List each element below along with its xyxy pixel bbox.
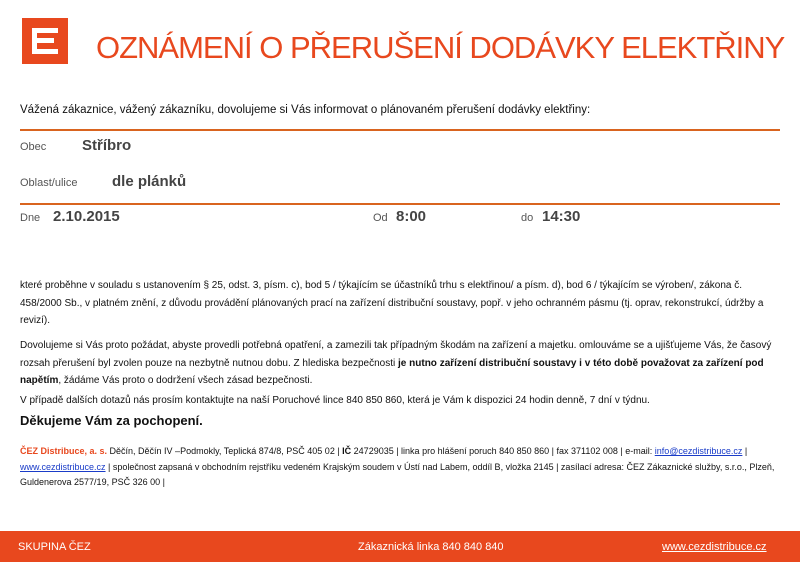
customer-line: Zákaznická linka 840 840 840 [358, 541, 504, 553]
group-name: SKUPINA ČEZ [18, 541, 91, 553]
ic-and-contacts: 24729035 | linka pro hlášení poruch 840 850 860 | fax 371102 008 | e-mail: [351, 446, 655, 456]
dne-label: Dne [20, 212, 41, 224]
company-name: ČEZ Distribuce, a. s. [20, 446, 108, 456]
company-address: Děčín, Děčín IV –Podmokly, Teplická 874/8, PSČ 405 02 | [107, 446, 343, 456]
page-title: OZNÁMENÍ O PŘERUŠENÍ DODÁVKY ELEKTŘINY [96, 30, 785, 65]
paragraph-2-text-b: , žádáme Vás proto o dodržení všech zásad bezpečnosti. [58, 375, 313, 386]
email-link[interactable]: info@cezdistribuce.cz [654, 446, 743, 456]
obec-label: Obec [20, 141, 47, 153]
oblast-value: dle plánků [112, 173, 187, 190]
do-label: do [521, 212, 534, 224]
body-paragraph-1: které proběhne v souladu s ustanovením § 25, odst. 3, písm. c), bod 5 / týkajícím se účastníků trhu s elektřinou/ a písm. d), bod 6 / týkajícím se výroben/, zákona č. 458/2000 Sb., v platném znění, z důvodu provádění plánovaných prací na zařízení distribuční soustavy, popř. v jeho ochranném pásmu (tj. oprav, rekonstrukcí, údržby a revizí). [20, 280, 764, 326]
ic-label: IČ [342, 446, 352, 456]
divider-top [20, 129, 780, 131]
footer-info [20, 444, 780, 491]
od-label: Od [373, 212, 388, 224]
logo-bar-bottom [32, 49, 58, 54]
cez-logo-icon [22, 18, 68, 64]
registry-text: | společnost zapsaná v obchodním rejstříku vedeném Krajským soudem v Ústí nad Labem, oddíl B, vložka 2145 | zasílací adresa: ČEZ Zákaznické služby, s.r.o., Plzeň, Guldenerova 2577/19, PSČ 326 00 | [20, 461, 775, 487]
divider-middle [20, 203, 780, 205]
body-paragraph-3: V případě dalších dotazů nás prosím kontaktujte na naší Poruchové lince 840 850 860, která je Vám k dispozici 24 hodin denně, 7 dní v týdnu. [20, 395, 650, 406]
oblast-label: Oblast/ulice [20, 177, 78, 189]
paragraph-2-bold: je nutno zařízení distribuční soustavy i v této době považovat za zařízení pod napětím [20, 357, 764, 386]
intro-text: Vážená zákaznice, vážený zákazníku, dovolujeme si Vás informovat o plánovaném přerušení dodávky elektřiny: [20, 104, 591, 116]
paragraph-2-text-a: Dovolujeme si Vás proto požádat, abyste provedli potřebná opatření, a zamezili tak případným škodám na zařízení a majetku. omlouváme se a ujišťujeme Vás, že časový rozsah přerušení byl zvolen pouze na nezbytně nutnou dobu. Z hlediska bezpečnosti [20, 340, 772, 369]
body-paragraph-2 [20, 337, 780, 390]
dne-value: 2.10.2015 [53, 208, 120, 225]
obec-value: Stříbro [82, 137, 132, 154]
thanks-text: Děkujeme Vám za pochopení. [20, 413, 203, 428]
logo-bar-middle [32, 38, 54, 43]
od-value: 8:00 [396, 208, 427, 225]
website-link[interactable]: www.cezdistribuce.cz [662, 541, 767, 553]
do-value: 14:30 [542, 208, 581, 225]
web-link[interactable]: www.cezdistribuce.cz [20, 461, 106, 472]
bottom-bar [0, 531, 800, 562]
separator: | [742, 446, 748, 456]
